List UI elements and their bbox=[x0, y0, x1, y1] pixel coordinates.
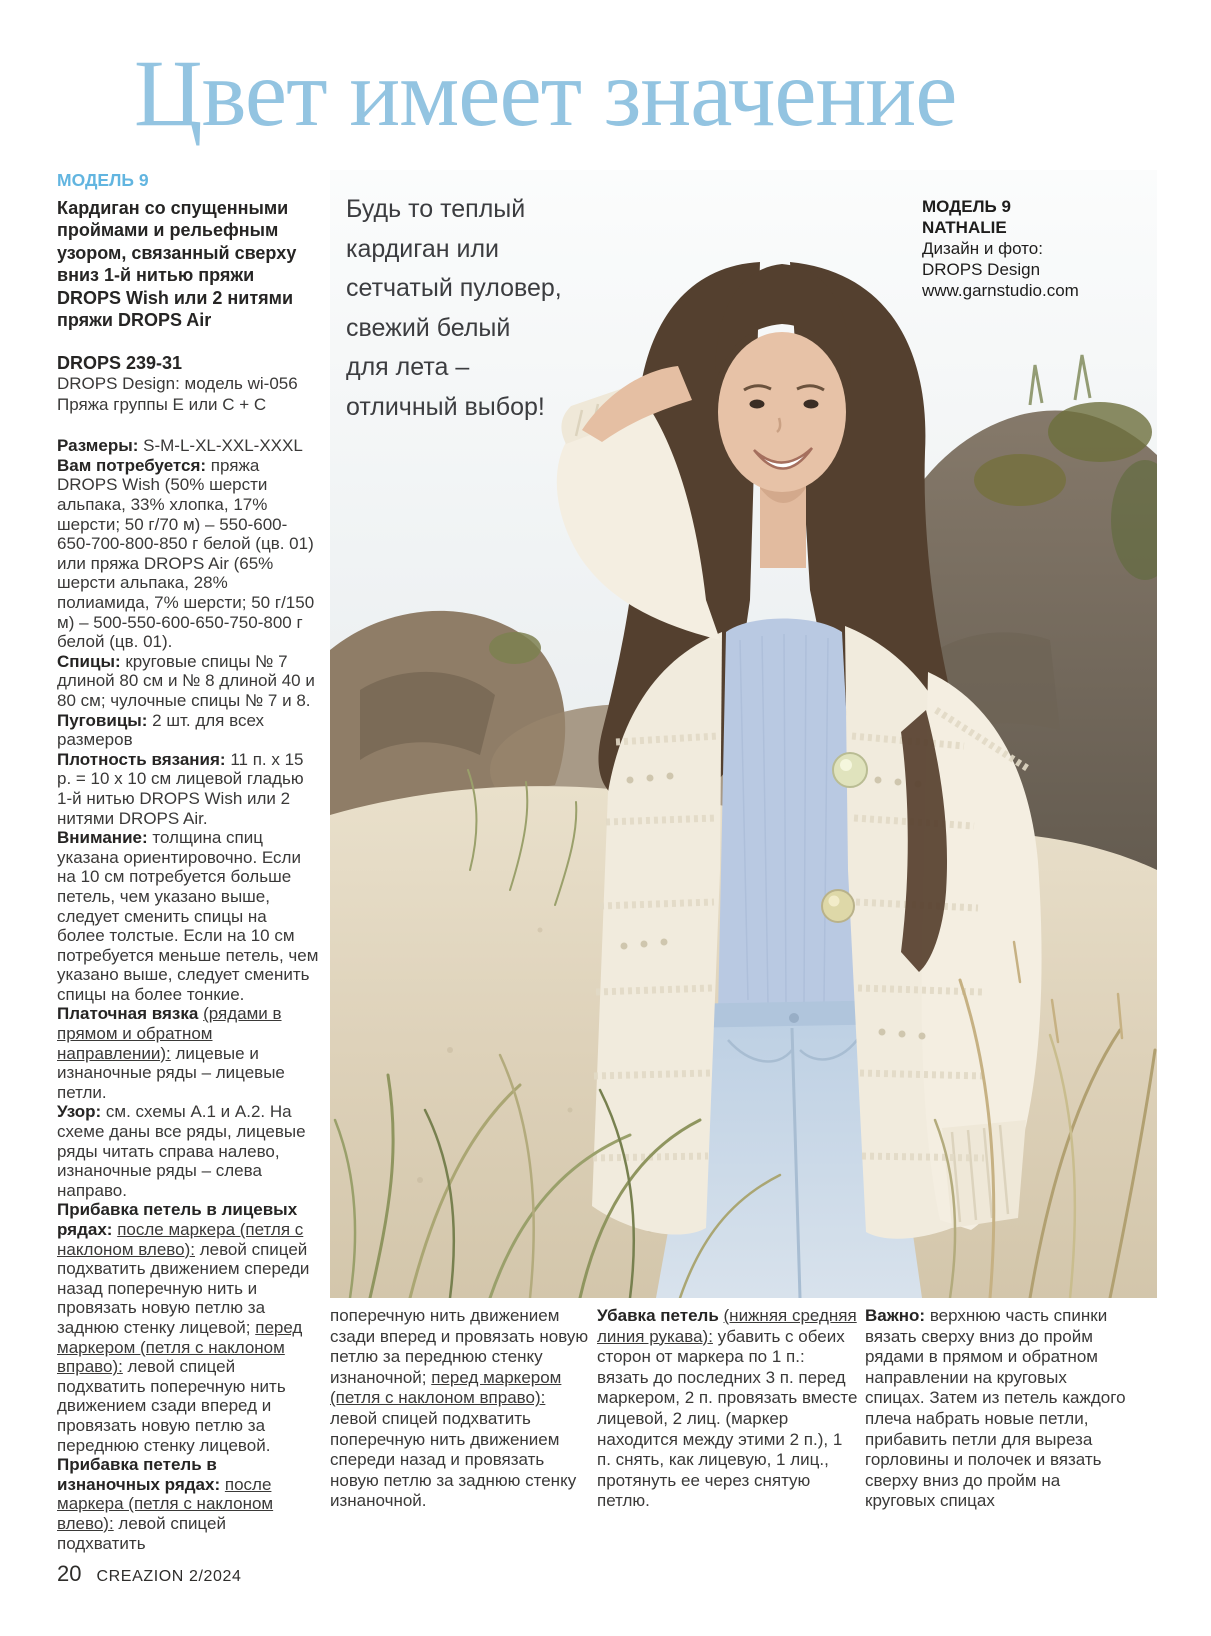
spec-section bbox=[57, 436, 319, 1553]
pattern-paragraph: Узор: см. схемы А.1 и А.2. На схеме даны все ряды, лицевые ряды читать справа налево, изнаночные ряды – слева направо. bbox=[57, 1102, 306, 1200]
intro-paragraph: Кардиган со спущенными проймами и рельефным узором, связанный сверху вниз 1-й нитью пряжи DROPS Wish или 2 нитями пряжи DROPS Air bbox=[57, 198, 297, 331]
credit-model: МОДЕЛЬ 9 bbox=[922, 197, 1011, 216]
important-paragraph: Важно: верхнюю часть спинки вязать сверху вниз до пройм рядами в прямом и обратном направлении на круговых спицах. Затем из петель каждого плеча набрать новые петли, прибавить петли для выреза горловины и полочек и вязать сверху вниз до пройм на круговых спицах bbox=[865, 1306, 1126, 1511]
materials-paragraph: Вам потребуется: пряжа DROPS Wish (50% шерсти альпака, 33% хлопка, 17% шерсти; 50 г/70 м) – 550-600-650-700-800-850 г белой (цв. 01) или пряжа DROPS Air (65% шерсти альпака, 28% полиамида, 7% шерсти; 50 г/150 м) – 500-550-600-650-750-800 г белой (цв. 01). bbox=[57, 455, 315, 652]
increase-purl-paragraph: Прибавка петель в изнаночных рядах: после маркера (петля с наклоном влево): левой спицей подхватить bbox=[57, 1455, 274, 1553]
model-photo bbox=[330, 170, 1157, 1298]
buttons-paragraph: Пуговицы: 2 шт. для всех размеров bbox=[57, 710, 265, 750]
page-title: Цвет имеет значение bbox=[134, 40, 957, 146]
left-column bbox=[57, 170, 319, 1553]
gauge-paragraph: Плотность вязания: 11 п. х 15 р. = 10 х 10 см лицевой гладью 1-й нитью DROPS Wish или 2 нитями DROPS Air. bbox=[57, 749, 304, 828]
garter-stitch-paragraph: Платочная вязка (рядами в прямом и обратном направлении): лицевые и изнаночные ряды – лицевые петли. bbox=[57, 1004, 285, 1102]
credit-line: DROPS Design bbox=[922, 260, 1041, 279]
increase-knit-paragraph: Прибавка петель в лицевых рядах: после маркера (петля с наклоном влево): левой спицей подхватить движением спереди назад поперечную нить и провязать новую петлю за заднюю стенку лицевой; перед маркером (петля с наклоном вправо): левой спицей подхватить поперечную нить движением сзади вперед и провязать новую петлю за переднюю стенку лицевой. bbox=[57, 1200, 310, 1455]
increase-purl-continued: поперечную нить движением сзади вперед и провязать новую петлю за переднюю стенку изнаночной; перед маркером (петля с наклоном вправо): левой спицей подхватить поперечную нить движением спереди назад и провязать новую петлю за заднюю стенку изнаночной. bbox=[330, 1306, 589, 1511]
bottom-column-2 bbox=[597, 1306, 860, 1512]
yarn-group-line: Пряжа группы Е или С + С bbox=[57, 394, 267, 414]
credit-url: www.garnstudio.com bbox=[922, 281, 1079, 300]
cardigan-button bbox=[822, 890, 854, 922]
magazine-issue: CREAZION 2/2024 bbox=[96, 1568, 242, 1585]
note-paragraph: Внимание: толщина спиц указана ориентировочно. Если на 10 см потребуется больше петель, чем указано выше, следует сменить спицы на более толстые. Если на 10 см потребуется меньше петель, чем указано выше, следует сменить спицы на более тонкие. bbox=[57, 828, 319, 1004]
needles-paragraph: Спицы: круговые спицы № 7 длиной 80 см и № 8 длиной 40 и 80 см; чулочные спицы № 7 и 8. bbox=[57, 651, 315, 710]
sizes-paragraph: Размеры: S-M-L-XL-XXL-XXXL bbox=[57, 436, 303, 456]
cardigan-button bbox=[833, 753, 867, 787]
pattern-code-block bbox=[57, 353, 319, 415]
decrease-paragraph: Убавка петель (нижняя средняя линия рукава): убавить с обеих сторон от маркера по 1 п.: вязать до последних 3 п. перед маркером, 2 п. провязать вместе лицевой, 2 лиц. (маркер находится между этими 2 п.), 1 п. снять, как лицевую, 1 лиц., протянуть ее через снятую петлю. bbox=[597, 1306, 858, 1511]
photo-quote: Будь то теплый кардиган или сетчатый пуловер, свежий белый для лета – отличный выбор! bbox=[346, 195, 562, 421]
page-footer bbox=[57, 1561, 242, 1587]
photo-credit-block bbox=[922, 196, 1142, 301]
credit-line: Дизайн и фото: bbox=[922, 239, 1043, 258]
blue-top bbox=[718, 619, 862, 1015]
bottom-column-1 bbox=[330, 1306, 593, 1512]
credit-name: NATHALIE bbox=[922, 218, 1007, 237]
bottom-column-3 bbox=[865, 1306, 1128, 1512]
model-label: МОДЕЛЬ 9 bbox=[57, 170, 149, 190]
pattern-code: DROPS 239-31 bbox=[57, 353, 183, 374]
page-number: 20 bbox=[57, 1561, 82, 1586]
design-credit-line: DROPS Design: модель wi-056 bbox=[57, 374, 298, 394]
